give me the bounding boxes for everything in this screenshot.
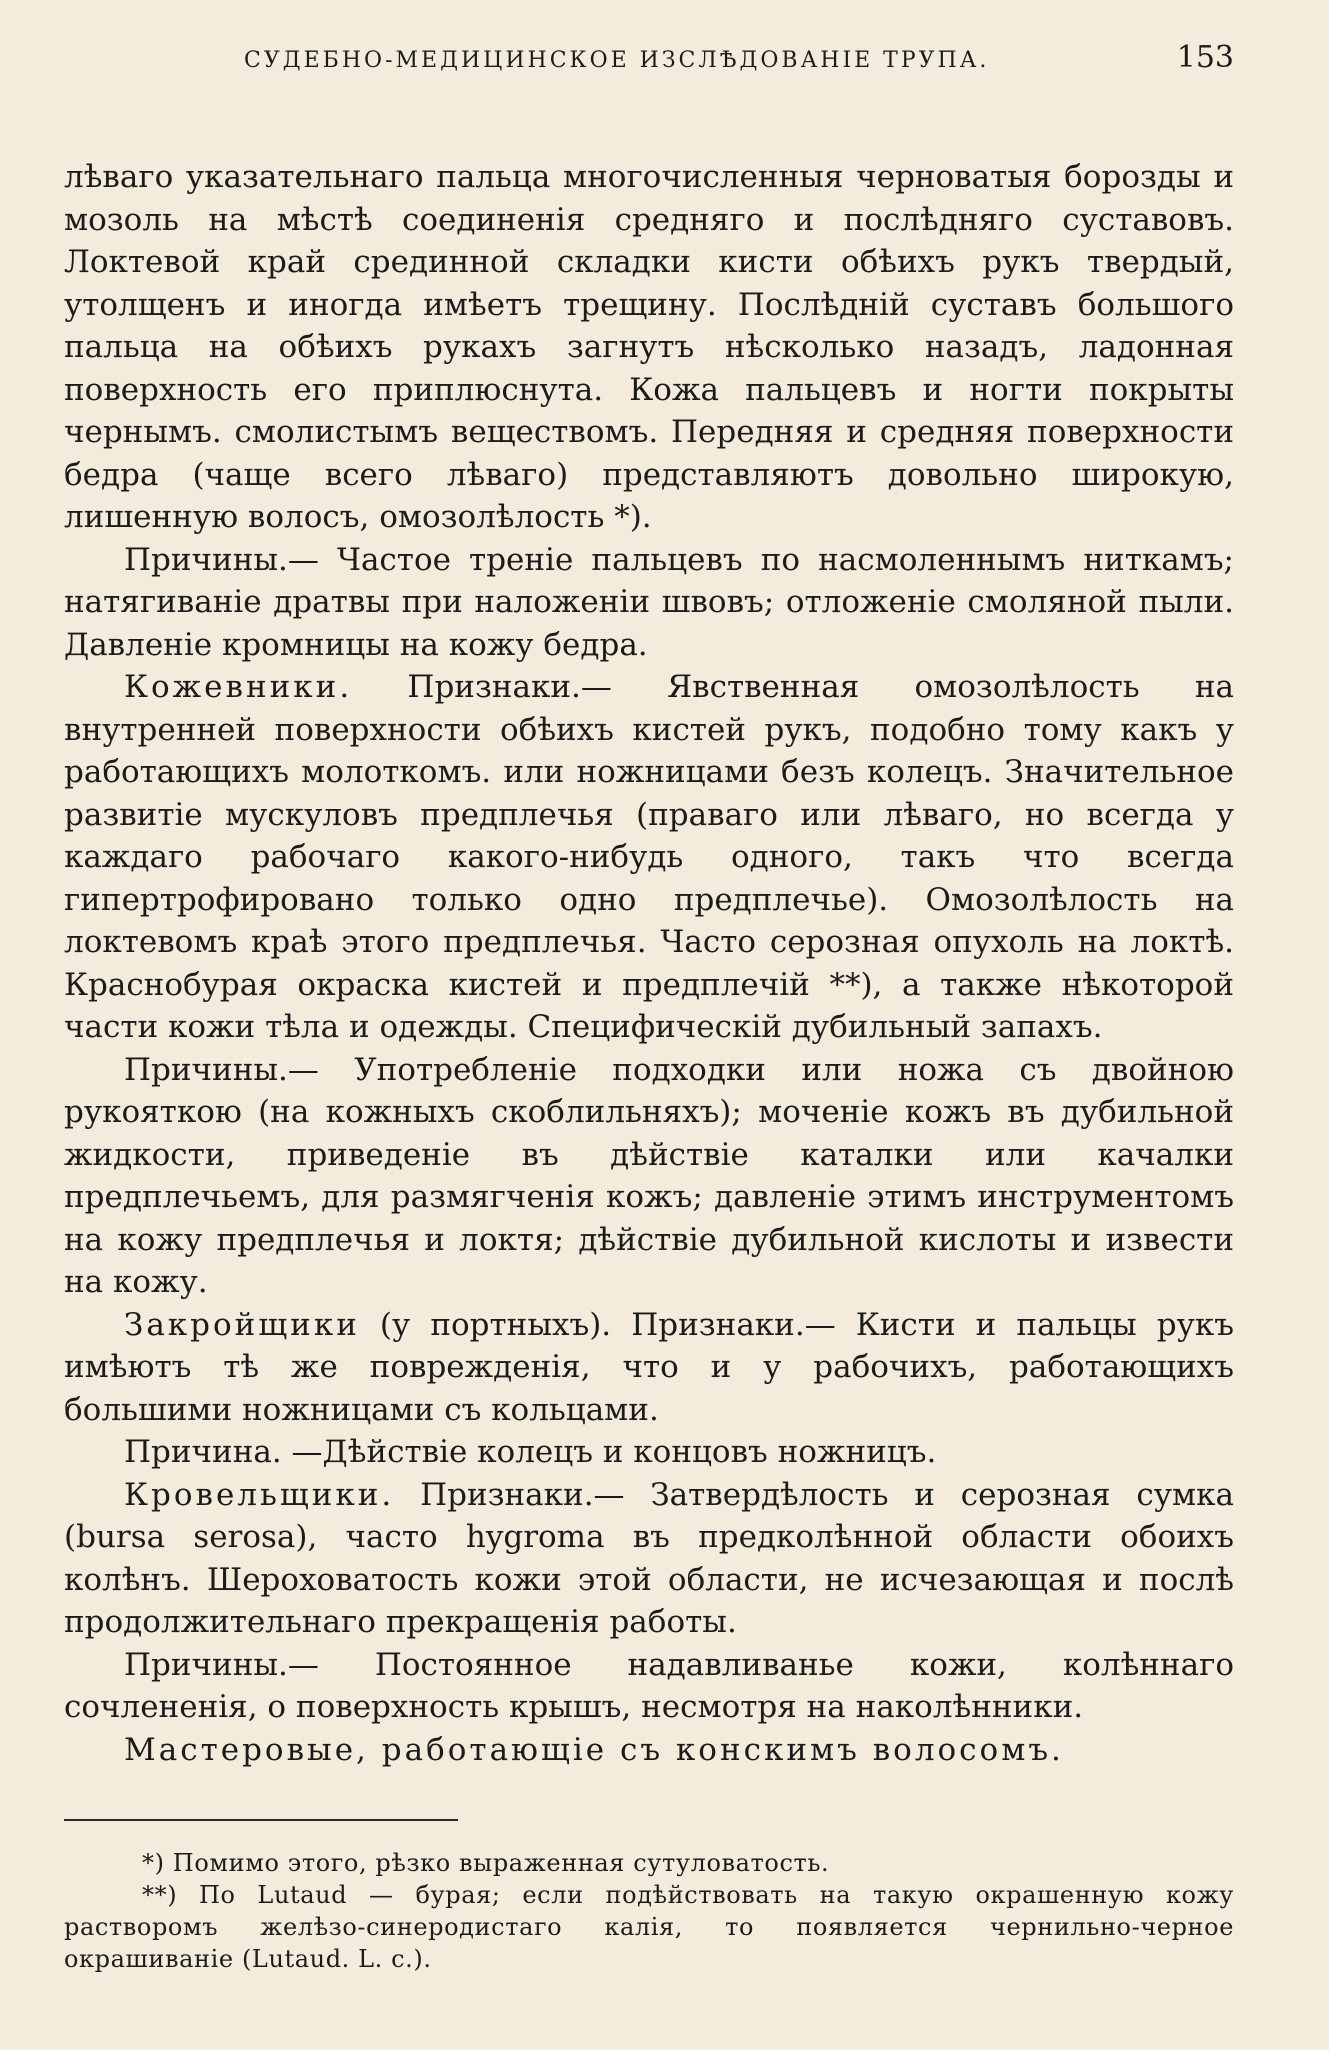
footnote: *) Помимо этого, рѣзко выраженная сутуловатость.: [142, 1849, 830, 1877]
paragraph: [64, 1049, 1234, 1304]
paragraph-lead: Кровельщики.: [124, 1476, 395, 1513]
paragraph: [64, 1304, 1234, 1432]
footnote: **) По Lutaud — бурая; если подѣйствовать на такую окрашенную кожу растворомъ желѣзо-синеродистаго калiя, то появляется чернильно-черное окрашиванiе (Lutaud. L. c.).: [64, 1881, 1234, 1973]
paragraph: [64, 1729, 1234, 1772]
paragraph-text: Причины.— Постоянное надавливанье кожи, колѣннаго сочлененiя, о поверхность крышъ, несмотря на наколѣнники.: [64, 1646, 1234, 1725]
paragraph-lead: Кожевники.: [124, 669, 353, 705]
running-title: СУДЕБНО-МЕДИЦИНСКОЕ ИЗСЛѢДОВАНІЕ ТРУПА.: [244, 48, 990, 73]
paragraph: [64, 1431, 1234, 1474]
page-number: 153: [1176, 40, 1234, 75]
paragraph: [64, 156, 1234, 539]
footnote-divider: [64, 1819, 458, 1821]
document-page: [64, 40, 1234, 1975]
paragraph-text: Признаки.— Затвердѣлость и серозная сумка (bursa serosa), часто hygroma въ предколѣнной области обоихъ колѣнъ. Шероховатость кожи этой области, не исчезающая и послѣ продолжительнаго прекращенiя работы.: [64, 1476, 1234, 1640]
paragraph-lead: Закройщики: [124, 1306, 360, 1343]
paragraph-text: Причины.— Частое тренiе пальцевъ по насмоленнымъ ниткамъ; натягиванiе дратвы при наложенiи швовъ; отложенiе смоляной пыли. Давленiе кромницы на кожу бедра.: [64, 541, 1234, 663]
paragraph-text: лѣваго указательнаго пальца многочисленныя черноватыя борозды и мозоль на мѣстѣ соединенія средняго и послѣдняго суставовъ. Локтевой край срединной складки кисти обѣихъ рукъ твердый, утолщенъ и иногда имѣетъ трещину. Послѣдній суставъ большого пальца на обѣихъ рукахъ загнутъ нѣсколько назадъ, ладонная поверхность его приплюснута. Кожа пальцевъ и ногти покрыты чернымъ. смолистымъ веществомъ. Передняя и средняя поверхности бедра (чаще всего лѣваго) представляютъ довольно широкую, лишенную волосъ, омозолѣлость *).: [64, 159, 1234, 535]
footnotes: [64, 1847, 1234, 1975]
body-text: [64, 156, 1234, 1771]
paragraph-text: Признаки.— Явственная омозолѣлость на внутренней поверхности обѣихъ кистей рукъ, подобно тому какъ у работающихъ молоткомъ. или ножницами безъ колецъ. Значительное развитiе мускуловъ предплечья (праваго или лѣваго, но всегда у каждаго рабочаго какого-нибудь одного, такъ что всегда гипертрофировано только одно предплечье). Омозолѣлость на локтевомъ краѣ этого предплечья. Часто серозная опухоль на локтѣ. Краснобурая окраска кистей и предплечiй **), а также нѣкоторой части кожи тѣла и одежды. Специфическiй дубильный запахъ.: [64, 669, 1234, 1045]
paragraph: [64, 1474, 1234, 1644]
paragraph-text: Причина. —Дѣйствiе колецъ и концовъ ножницъ.: [124, 1434, 937, 1470]
paragraph: [64, 539, 1234, 667]
paragraph-lead: Мастеровые, работающiе съ конскимъ волосомъ.: [124, 1731, 1064, 1768]
paragraph-text: Причины.— Употребленiе подходки или ножа съ двойною рукояткою (на кожныхъ скоблильняхъ); моченiе кожъ въ дубильной жидкости, приведенiе въ дѣйствiе каталки или качалки предплечьемъ, для размягченiя кожъ; давленiе этимъ инструментомъ на кожу предплечья и локтя; дѣйствiе дубильной кислоты и извести на кожу.: [64, 1051, 1234, 1300]
paragraph: [64, 1644, 1234, 1729]
running-header: [64, 40, 1234, 100]
paragraph-text: (у портныхъ). Признаки.— Кисти и пальцы рукъ имѣютъ тѣ же поврежденiя, что и у рабочихъ, работающихъ большими ножницами съ кольцами.: [64, 1306, 1234, 1428]
paragraph: [64, 666, 1234, 1049]
